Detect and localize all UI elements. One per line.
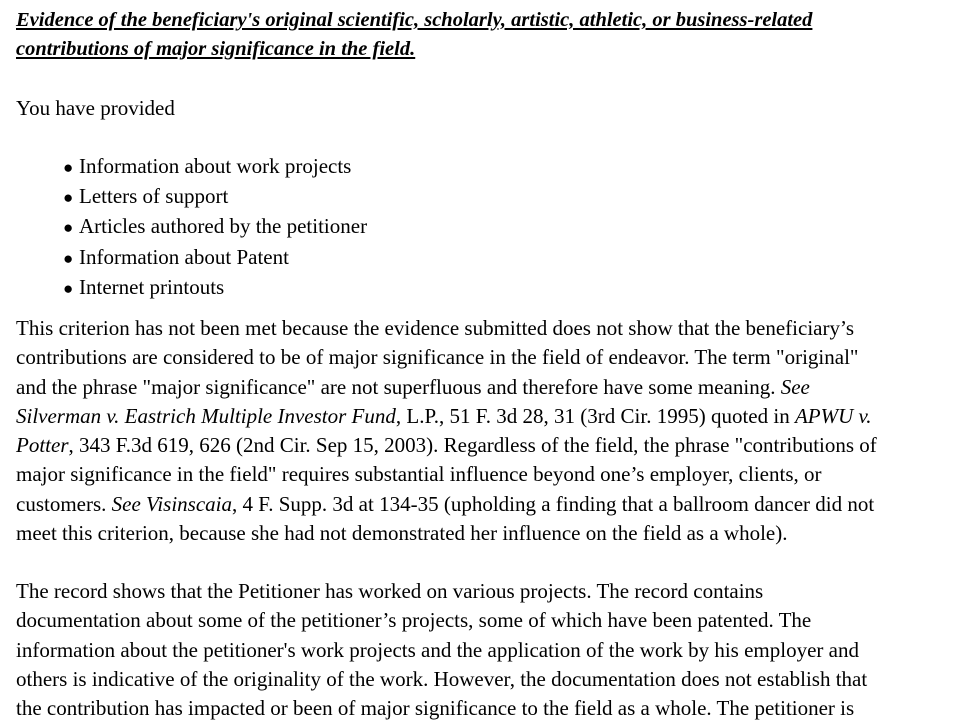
list-item-label: Internet printouts — [79, 274, 225, 299]
criterion-paragraph — [16, 314, 964, 548]
bullet-icon: ● — [63, 158, 74, 177]
list-item-label: Articles authored by the petitioner — [79, 214, 368, 239]
list-item — [63, 152, 367, 182]
paragraph-line: the contribution has impacted or been of major significance to the field as a whole. The petitioner is — [16, 696, 855, 721]
paragraph-line — [16, 402, 964, 431]
list-item-label: Information about Patent — [79, 244, 289, 269]
citation-signal: See — [780, 374, 810, 399]
paragraph-line — [16, 373, 964, 402]
paragraph-line: major significance in the field" requires substantial influence beyond one’s employer, clients, or — [16, 462, 822, 487]
evidence-list — [63, 152, 367, 303]
list-item — [63, 243, 367, 273]
paragraph-line — [16, 431, 964, 460]
bullet-icon: ● — [63, 248, 74, 268]
paragraph-line: information about the petitioner's work projects and the application of the work by his employer and — [16, 637, 859, 662]
text-run: , 4 F. Supp. 3d at 134-35 (upholding a finding that a ballroom dancer did not — [232, 491, 875, 516]
case-name: APWU v. — [794, 403, 872, 428]
list-item-label: Information about work projects — [79, 154, 352, 178]
paragraph-line: meet this criterion, because she had not demonstrated her influence on the field as a whole). — [16, 521, 788, 546]
list-item — [63, 212, 367, 242]
list-item — [63, 273, 367, 303]
paragraph-line: The record shows that the Petitioner has worked on various projects. The record contains — [16, 579, 764, 603]
paragraph-line: documentation about some of the petitioner’s projects, some of which have been patented. The — [16, 608, 812, 633]
text-run: customers. — [16, 491, 112, 516]
text-run: , L.P., 51 F. 3d 28, 31 (3rd Cir. 1995) quoted in — [395, 403, 795, 428]
heading-line-1: Evidence of the beneficiary's original scientific, scholarly, artistic, athletic, or business-related — [16, 9, 813, 31]
case-name: See Visinscaia — [111, 491, 232, 516]
paragraph-line: others is indicative of the originality of the work. However, the documentation does not establish that — [16, 666, 868, 691]
text-run: and the phrase "major significance" are not superfluous and therefore have some meaning. — [16, 374, 781, 399]
paragraph-line — [16, 490, 964, 519]
record-paragraph — [16, 577, 964, 723]
paragraph-line: contributions are considered to be of major significance in the field of endeavor. The term "original" — [16, 345, 859, 370]
case-name: Silverman v. Eastrich Multiple Investor Fund — [16, 403, 396, 428]
section-heading — [16, 6, 956, 64]
bullet-icon: ● — [63, 278, 74, 298]
heading-line-2: contributions of major significance in the field. — [16, 38, 416, 60]
list-item — [63, 182, 367, 212]
intro-text: You have provided — [16, 96, 175, 120]
list-item-label: Letters of support — [79, 184, 229, 209]
paragraph-line: This criterion has not been met because the evidence submitted does not show that the beneficiary’s — [16, 316, 854, 340]
case-name: Potter — [16, 433, 69, 458]
text-run: , 343 F.3d 619, 626 (2nd Cir. Sep 15, 2003). Regardless of the field, the phrase "contributions of — [68, 433, 877, 458]
bullet-icon: ● — [63, 218, 74, 238]
bullet-icon: ● — [63, 188, 74, 208]
